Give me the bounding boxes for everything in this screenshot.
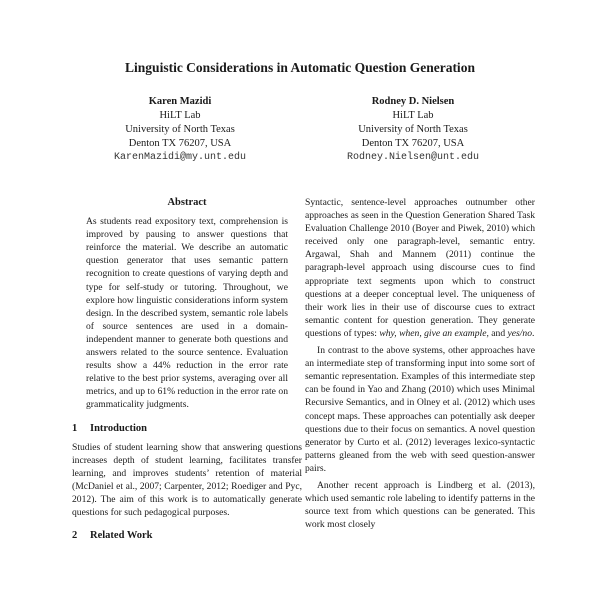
body-paragraph: [305, 196, 535, 340]
author-email: Rodney.Nielsen@unt.edu: [346, 152, 480, 163]
body-text: Syntactic, sentence-level approaches outnumber other approaches as seen in the Question Generation Shared Task Evaluation Challenge 2010 (Boyer and Piwek, 2010) which received only one paragraph-level, semantic entry. Argawal, Shah and Mannem (2011) continue the paragraph-level approach using discourse cues to find appropriate text segments upon which to construct questions at a deeper conceptual level. The uniqueness of their work lies in their use of discourse cues to extract semantic content for question generation. They generate questions of types:: [305, 197, 535, 339]
section-number: 1: [72, 422, 78, 434]
body-paragraph: In contrast to the above systems, other approaches have an intermediate step of transforming input into some sort of semantic representation. Examples of this intermediate step can be found in Yao and Zhang (2010) which uses Minimal Recursive Semantics, and in Olney et al. (2012) which uses concept maps. These approaches can potentially ask deeper questions due to their focus on semantics. A novel question generator by Curto et al. (2012) leverages lexico-syntactic patterns gleaned from the web with seed question-answer pairs.: [305, 345, 535, 474]
author-name: Rodney D. Nielsen: [371, 96, 455, 107]
author-address: Denton TX 76207, USA: [361, 138, 465, 149]
author-email: KarenMazidi@my.unt.edu: [113, 152, 247, 163]
author-block: [80, 95, 280, 165]
author-university: University of North Texas: [358, 124, 468, 135]
body-text-italic: why, when, give an example,: [379, 327, 489, 339]
abstract-heading: Abstract: [167, 197, 207, 208]
section-number: 2: [72, 530, 78, 542]
body-text-italic: yes/no: [507, 327, 533, 339]
introduction-text: Studies of student learning show that answering questions increases depth of student learning, facilitates transfer learning, and improves students’ retention of material (McDaniel et al., 2007; Carpenter, 2012; Roediger and Pyc, 2012). The aim of this work is to automatically generate questions for such pedagogical purposes.: [72, 441, 302, 519]
author-address: Denton TX 76207, USA: [128, 138, 232, 149]
abstract-text: As students read expository text, comprehension is improved by pausing to answer questions that reinforce the material. We describe an automatic question generator that uses semantic pattern recognition to create questions of varying depth and type for self-study or tutoring. Throughout, we explore how linguistic considerations inform system design. In the described system, semantic role labels of source sentences are used in a domain-independent manner to generate both questions and answers related to the source sentence. Evaluation results show a 44% reduction in the error rate relative to the best prior systems, averaging over all metrics, and up to 61% reduction in the error rate on grammaticality judgments.: [86, 216, 288, 411]
author-block: [313, 95, 513, 165]
author-university: University of North Texas: [125, 124, 235, 135]
right-column: [305, 196, 535, 531]
section-title: Introduction: [90, 422, 147, 434]
author-lab: HiLT Lab: [159, 110, 201, 121]
author-lab: HiLT Lab: [392, 110, 434, 121]
body-text: .: [532, 327, 535, 339]
body-text: and: [488, 327, 508, 339]
section-heading-introduction: [72, 422, 302, 435]
section-heading-related-work: [72, 529, 302, 542]
body-paragraph: Another recent approach is Lindberg et al. (2013), which used semantic role labeling to identify patterns in the source text from which questions can be generated. This work most closely: [305, 479, 535, 531]
author-name: Karen Mazidi: [148, 96, 212, 107]
section-title: Related Work: [90, 530, 153, 542]
left-column: [72, 196, 302, 548]
paper-title: Linguistic Considerations in Automatic Question Generation: [125, 60, 475, 75]
